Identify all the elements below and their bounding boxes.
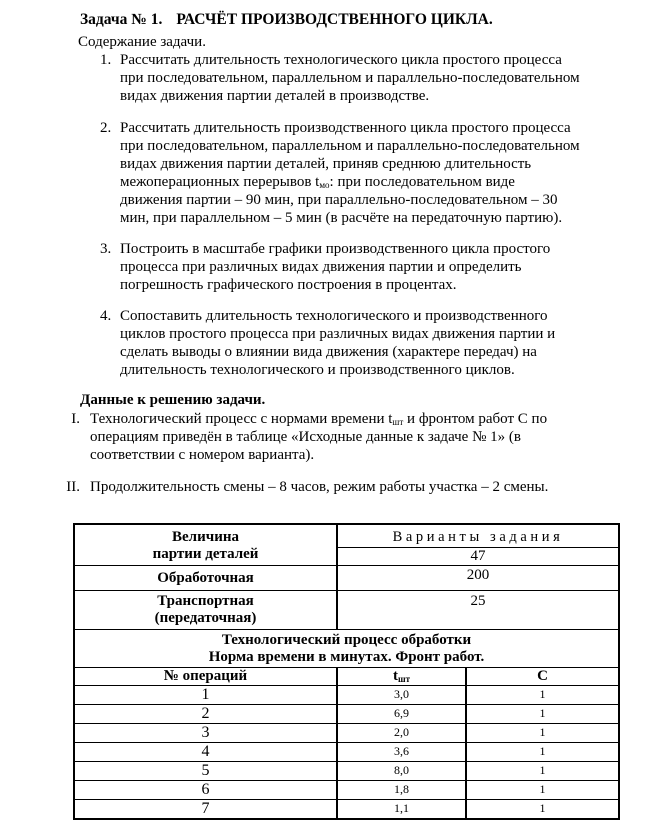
operation-number: 2 [74,704,337,723]
table-row [74,780,619,799]
data-line: Технологический процесс с нормами времени $t_{шт}$ и фронтом работ С по [90,411,548,427]
task-line: движения партии – 90 мин, при параллельно-последовательном – 30 [120,192,558,208]
table-row [74,704,619,723]
variant-number: 47 [337,547,619,565]
section-subtitle: Содержание задачи. [78,34,206,50]
operation-number: 3 [74,723,337,742]
task-name: РАСЧЁТ ПРОИЗВОДСТВЕННОГО ЦИКЛА. [176,11,493,28]
task-item-number: 4. [100,308,112,324]
operation-number: 1 [74,685,337,704]
task-line: погрешность графического построения в процентах. [120,277,457,293]
subscript: шт [392,417,404,427]
table-row [74,742,619,761]
table-row [74,723,619,742]
data-line: Продолжительность смены – 8 часов, режим работы участка – 2 смены. [90,479,549,495]
task-line: процесса при различных видах движения партии и определить [120,259,522,275]
page-title [80,11,493,29]
task-line: межоперационных перерывов $t_{мо}$: при последовательном виде [120,174,515,190]
column-header-row [74,667,619,685]
col-time-header: $t_{шт}$ [337,667,466,685]
task-line: Построить в масштабе графики производственного цикла простого [120,241,551,257]
operation-number: 4 [74,742,337,761]
time-norm: 6,9 [337,704,466,723]
time-norm: 1,1 [337,799,466,819]
table-row [74,799,619,819]
data-line: соответствии с номером варианта). [90,447,315,463]
work-front: 1 [466,723,619,742]
task-line: при последовательном, параллельном и параллельно-последовательном [120,70,580,86]
time-norm: 3,0 [337,685,466,704]
roman-numeral: II. [66,479,80,495]
work-front: 1 [466,704,619,723]
variants-header: Варианты задания [337,524,619,547]
transport-label: Транспортная (передаточная) [74,590,337,629]
time-norm: 2,0 [337,723,466,742]
operation-number: 7 [74,799,337,819]
source-data-table [73,523,620,820]
table-header-row [74,524,619,547]
operation-number: 6 [74,780,337,799]
task-line: Рассчитать длительность технологического цикла простого процесса [120,52,562,68]
work-front: 1 [466,685,619,704]
task-line: видах движения партии деталей в производстве. [120,88,430,104]
task-line: сделать выводы о влиянии вида движения (характере передач) на [120,344,537,360]
col-operation-header: № операций [74,667,337,685]
batch-size-label: Величина партии деталей [74,524,337,565]
work-front: 1 [466,742,619,761]
table-row [74,761,619,780]
work-front: 1 [466,799,619,819]
time-norm: 8,0 [337,761,466,780]
task-line: Рассчитать длительность производственного цикла простого процесса [120,120,571,136]
process-title-row [74,629,619,667]
task-item-number: 3. [100,241,112,257]
table-row [74,685,619,704]
task-line: видах движения партии деталей, приняв среднюю длительность [120,156,532,172]
work-front: 1 [466,780,619,799]
process-title: Технологический процесс обработки Норма времени в минутах. Фронт работ. [74,629,619,667]
task-line: Сопоставить длительность технологического и производственного [120,308,548,324]
task-line: мин, при параллельном – 5 мин (в расчёте на передаточную партию). [120,210,563,226]
transport-row [74,590,619,629]
time-norm: 1,8 [337,780,466,799]
operation-number: 5 [74,761,337,780]
data-line: операциям приведён в таблице «Исходные данные к задаче № 1» (в [90,429,521,445]
data-heading: Данные к решению задачи. [80,392,266,408]
processing-value: 200 [337,565,619,590]
work-front: 1 [466,761,619,780]
roman-numeral: I. [71,411,80,427]
processing-label: Обработочная [74,565,337,590]
processing-row [74,565,619,590]
task-line: длительность технологического и производственного циклов. [120,362,515,378]
task-item-number: 2. [100,120,112,136]
task-number: Задача № 1. [80,11,163,28]
col-front-header: С [466,667,619,685]
task-line: при последовательном, параллельном и параллельно-последовательном [120,138,580,154]
time-norm: 3,6 [337,742,466,761]
task-item-number: 1. [100,52,112,68]
task-line: циклов простого процесса при различных видах движения партии и [120,326,556,342]
transport-value: 25 [337,590,619,629]
subscript: мо [319,180,330,190]
